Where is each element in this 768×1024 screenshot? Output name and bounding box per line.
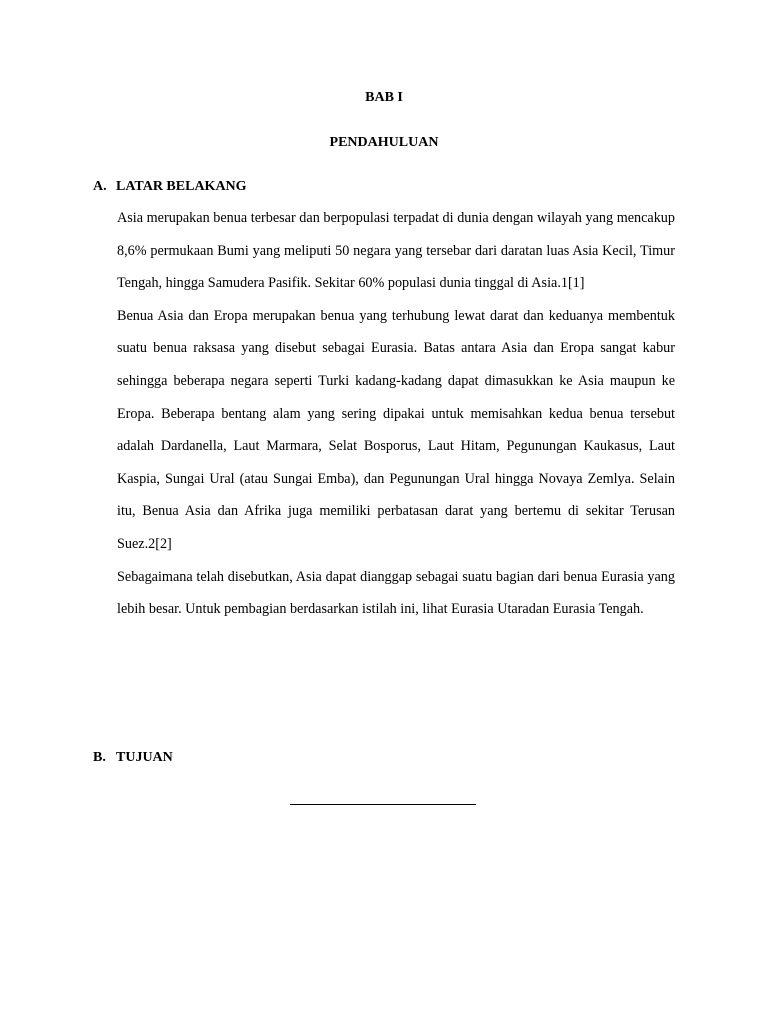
paragraph: Asia merupakan benua terbesar dan berpopulasi terpadat di dunia dengan wilayah yang mencakup 8,6% permukaan Bumi yang meliputi 50 negara yang tersebar dari daratan luas Asia Kecil, Timur Tengah, hingga Samudera Pasifik. Sekitar 60% populasi dunia tinggal di Asia.1[1] [117,210,675,292]
chapter-label: BAB I [365,90,403,105]
section-heading-latar-belakang [93,177,247,197]
section-title: LATAR BELAKANG [116,179,247,194]
footnote-separator [290,804,476,805]
section-number: A. [93,179,107,194]
paragraph: Sebagaimana telah disebutkan, Asia dapat dianggap sebagai suatu bagian dari benua Eurasia yang lebih besar. Untuk pembagian berdasarkan istilah ini, lihat Eurasia Utaradan Eurasia Tengah. [117,568,675,618]
chapter-title: PENDAHULUAN [329,135,439,150]
section-heading-tujuan [93,748,173,768]
section-number: B. [93,750,106,765]
section-title: TUJUAN [116,750,173,765]
paragraph: Benua Asia dan Eropa merupakan benua yang terhubung lewat darat dan keduanya membentuk suatu benua raksasa yang disebut sebagai Eurasia. Batas antara Asia dan Eropa sangat kabur sehingga beberapa negara seperti Turki kadang-kadang dapat dimasukkan ke Asia maupun ke Eropa. Beberapa bentang alam yang sering dipakai untuk memisahkan kedua benua tersebut adalah Dardanella, Laut Marmara, Selat Bosporus, Laut Hitam, Pegunungan Kaukasus, Laut Kaspia, Sungai Ural (atau Sungai Emba), dan Pegunungan Ural hingga Novaya Zemlya. Selain itu, Benua Asia dan Afrika juga memiliki perbatasan darat yang bertemu di sekitar Terusan Suez.2[2] [117,307,675,552]
section-body [117,202,675,626]
